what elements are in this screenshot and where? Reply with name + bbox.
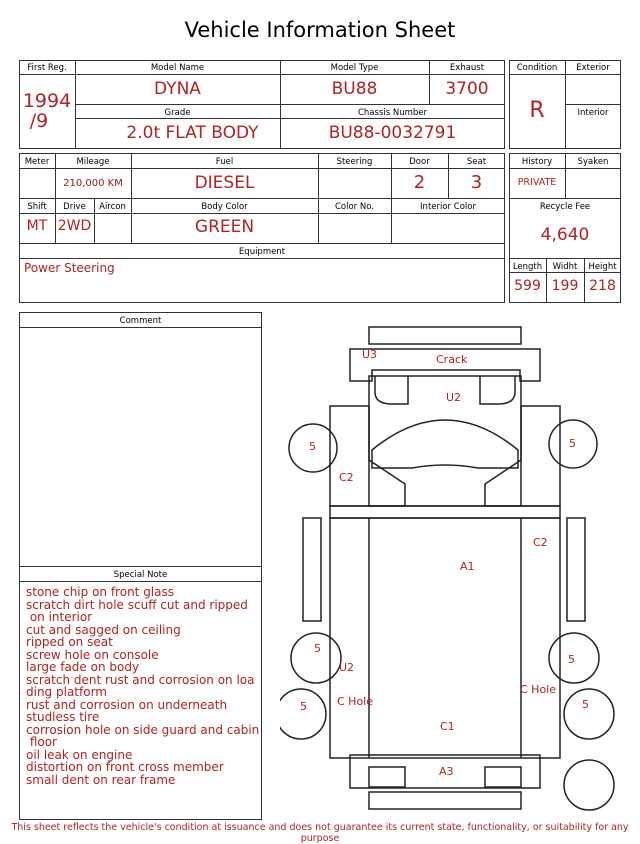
door-label: Door — [409, 157, 430, 167]
tire-rear-left-outer — [291, 633, 341, 683]
left-side-guard-shape — [303, 518, 321, 621]
special-note-item: ding platform — [26, 685, 107, 699]
tire-rear-left-inner — [280, 689, 326, 739]
height-label: Height — [588, 262, 617, 272]
model-type-value: BU88 — [331, 79, 378, 99]
syaken-label: Syaken — [577, 157, 609, 167]
special-note-item: scratch dent rust and corrosion on loa — [26, 672, 255, 687]
mileage-label: Mileage — [76, 157, 110, 167]
special-note-item: oil leak on engine — [26, 747, 133, 762]
special-note-item: on interior — [26, 610, 93, 624]
special-note-item: cut and sagged on ceiling — [26, 622, 181, 637]
vehicle-damage-diagram — [280, 320, 630, 820]
special-note-item: small dent on rear frame — [26, 772, 176, 787]
first-reg-year: 1994 — [22, 90, 72, 112]
first-reg-month: /9 — [29, 110, 49, 132]
tire-grade-rl2: 5 — [300, 700, 307, 713]
tire-grade-rr2: 5 — [582, 698, 589, 711]
condition-label: Condition — [516, 63, 558, 73]
body-color-label: Body Color — [201, 202, 248, 212]
disclaimer-footer: This sheet reflects the vehicle's condition at issuance and does not guarantee its current state, functionality, or suitability for any purpose — [11, 822, 629, 844]
special-note-item: screw hole on console — [26, 647, 159, 662]
special-note-item: studless tire — [26, 710, 100, 724]
windshield-shape — [372, 420, 518, 468]
steering-label: Steering — [336, 157, 373, 167]
tire-rear-right-inner — [564, 689, 614, 739]
right-side-guard-shape — [567, 518, 585, 621]
exhaust-label: Exhaust — [449, 63, 485, 73]
interior-color-label: Interior Color — [420, 202, 476, 212]
color-no-label: Color No. — [334, 202, 374, 212]
marker-a3: A3 — [439, 765, 454, 778]
model-name-value: DYNA — [154, 79, 201, 99]
tire-grade-rl1: 5 — [314, 642, 321, 655]
tire-grade-fr: 5 — [569, 437, 576, 450]
special-note-label: Special Note — [113, 570, 168, 580]
exhaust-value: 3700 — [445, 79, 489, 99]
shift-label: Shift — [27, 202, 47, 212]
special-note-item: scratch dirt hole scuff cut and ripped — [26, 597, 248, 612]
cargo-bed-shape — [330, 506, 560, 518]
marker-u3: U3 — [362, 348, 378, 361]
special-note-item: corrosion hole on side guard and cabin — [26, 722, 260, 737]
marker-c-hole-left: C Hole — [337, 695, 374, 708]
chassis-value: BU88-0032791 — [328, 123, 457, 143]
tire-grade-rr1: 5 — [568, 653, 575, 666]
history-label: History — [521, 157, 553, 167]
cab-outline-shape — [369, 376, 521, 506]
grade-value: 2.0t FLAT BODY — [126, 123, 259, 143]
mileage-value: 210,000 KM — [63, 178, 123, 189]
meter-label: Meter — [24, 157, 50, 167]
front-bumper-shape — [369, 327, 521, 344]
special-note-item: stone chip on front glass — [26, 585, 175, 599]
seat-label: Seat — [466, 157, 487, 167]
marker-c1: C1 — [440, 720, 455, 733]
marker-c2-left: C2 — [339, 471, 354, 484]
comment-label: Comment — [119, 316, 162, 326]
special-note-item: rust and corrosion on underneath — [26, 697, 228, 712]
condition-grade: R — [529, 98, 545, 123]
marker-u2-top: U2 — [446, 391, 462, 404]
equipment-value: Power Steering — [24, 261, 115, 275]
length-label: Length — [512, 262, 543, 272]
marker-c2-right: C2 — [533, 536, 548, 549]
first-reg-label: First Reg. — [27, 63, 67, 73]
marker-crack: Crack — [436, 353, 468, 366]
interior-label: Interior — [577, 108, 609, 118]
door-value: 2 — [413, 172, 426, 193]
model-name-label: Model Name — [150, 63, 205, 73]
special-note-item: floor — [26, 735, 57, 749]
left-door-shape — [330, 406, 405, 506]
grade-label: Grade — [164, 108, 191, 118]
body-color-value: GREEN — [194, 217, 255, 237]
special-note-item: distortion on front cross member — [26, 760, 224, 774]
height-value: 218 — [589, 278, 616, 294]
shift-value: MT — [26, 218, 48, 234]
seat-value: 3 — [470, 172, 483, 193]
width-value: 199 — [551, 278, 579, 294]
fuel-value: DIESEL — [194, 173, 255, 193]
recycle-fee-value: 4,640 — [540, 225, 590, 245]
drive-label: Drive — [63, 202, 86, 212]
chassis-label: Chassis Number — [357, 108, 428, 118]
fuel-label: Fuel — [215, 157, 234, 167]
marker-a1: A1 — [460, 560, 475, 573]
right-door-shape — [485, 406, 560, 506]
special-note-item: large fade on body — [26, 660, 140, 674]
marker-u2-left: U2 — [339, 661, 355, 674]
recycle-fee-label: Recycle Fee — [539, 202, 591, 212]
sheet-title: Vehicle Information Sheet — [184, 18, 456, 42]
history-value: PRIVATE — [517, 177, 557, 188]
equipment-label: Equipment — [238, 247, 286, 257]
length-value: 599 — [514, 278, 541, 294]
special-notes-list — [26, 586, 258, 786]
width-label: Widht — [552, 262, 578, 272]
drive-value: 2WD — [57, 218, 92, 234]
marker-c-hole-right: C Hole — [520, 683, 557, 696]
spare-tire — [564, 760, 614, 810]
special-note-item: ripped on seat — [26, 635, 113, 649]
exterior-label: Exterior — [576, 63, 610, 73]
aircon-label: Aircon — [99, 202, 126, 212]
model-type-label: Model Type — [330, 63, 379, 73]
tire-grade-fl: 5 — [309, 440, 316, 453]
